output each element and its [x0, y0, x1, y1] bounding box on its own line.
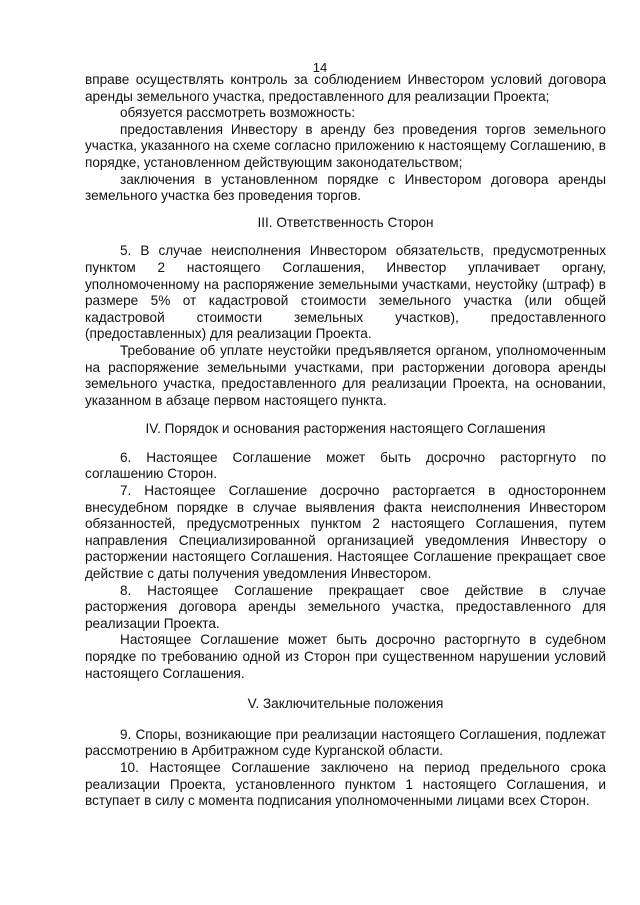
paragraph-lease-without-tender: предоставления Инвестору в аренду без проведения торгов земельного участка, указанного на схеме согласно приложению к настоящему Соглашению, в порядке, установленном действующим законодательством; — [85, 121, 606, 170]
section-heading-final-provisions: V. Заключительные положения — [247, 696, 444, 712]
paragraph-obligation-intro: обязуется рассмотреть возможность: — [120, 105, 356, 121]
section-heading-responsibility: III. Ответственность Сторон — [257, 214, 434, 230]
section-heading-termination: IV. Порядок и основания расторжения настоящего Соглашения — [145, 421, 546, 437]
paragraph-clause-10: 10. Настоящее Соглашение заключено на период предельного срока реализации Проекта, установленного пунктом 1 настоящего Соглашения, и вступает в силу с момента подписания уполномоченными лицами всех Сторон. — [85, 759, 606, 809]
document-body — [85, 72, 606, 810]
paragraph-clause-9: 9. Споры, возникающие при реализации настоящего Соглашения, подлежат рассмотрению в Арбитражном суде Курганской области. — [85, 726, 606, 759]
page-number: 14 — [312, 60, 328, 75]
paragraph-clause-5-penalty: Требование об уплате неустойки предъявляется органом, уполномоченным на распоряжение земельными участками, при расторжении договора аренды земельного участка, предоставленного для реализации Проекта, на основании, указанном в абзаце первом настоящего пункта. — [85, 342, 606, 408]
paragraph-clause-5: 5. В случае неисполнения Инвестором обязательств, предусмотренных пунктом 2 настоящего Соглашения, Инвестор уплачивает органу, уполномоченному на распоряжение земельными участками, неустойку (штраф) в размере 5% от кадастровой стоимости земельного участка (или общей кадастровой стоимости земельных участков), предоставленного (предоставленных) для реализации Проекта. — [85, 243, 606, 342]
paragraph-investor-control: вправе осуществлять контроль за соблюдением Инвестором условий договора аренды земельного участка, предоставленного для реализации Проекта; — [85, 72, 606, 104]
paragraph-clause-8-judicial: Настоящее Соглашение может быть досрочно расторгнуто в судебном порядке по требованию одной из Сторон при существенном нарушении условий настоящего Соглашения. — [85, 632, 606, 681]
paragraph-lease-agreement: заключения в установленном порядке с Инвестором договора аренды земельного участка без проведения торгов. — [85, 171, 606, 204]
paragraph-clause-7: 7. Настоящее Соглашение досрочно расторгается в одностороннем внесудебном порядке в случае выявления факта неисполнения Инвестором обязанностей, предусмотренных пунктом 2 настоящего Соглашения, путем направления Специализированной организацией уведомления Инвестору о расторжении настоящего Соглашения. Настоящее Соглашение прекращает свое действие с даты получения уведомления Инвестором. — [85, 483, 606, 582]
paragraph-clause-6: 6. Настоящее Соглашение может быть досрочно расторгнуто по соглашению Сторон. — [85, 449, 606, 482]
paragraph-clause-8: 8. Настоящее Соглашение прекращает свое действие в случае расторжения договора аренды земельного участка, предоставленного для реализации Проекта. — [85, 582, 606, 631]
